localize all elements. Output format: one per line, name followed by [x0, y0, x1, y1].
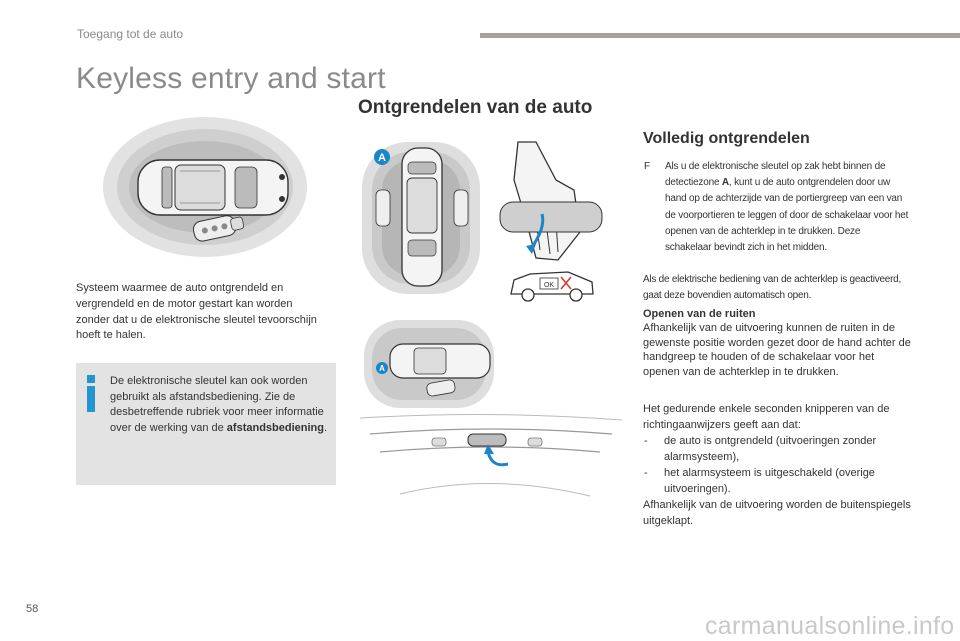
car-top-icon — [138, 160, 288, 215]
mirrors-text: Afhankelijk van de uitvoering worden de buitenspiegels uitgeklapt. — [643, 499, 911, 527]
watermark: carmanualsonline.info — [705, 612, 955, 640]
keyless-zone-illustration — [100, 115, 310, 270]
list-dash: - — [644, 435, 648, 447]
zone-label-a-lower: A — [379, 364, 385, 373]
windows-heading: Openen van de ruiten — [643, 308, 756, 320]
list-item-text: het alarmsysteem is uitgeschakeld (overige uitvoeringen). — [664, 467, 875, 495]
windows-paragraph: Afhankelijk van de uitvoering kunnen de ruiten in de gewenste positie worden gezet door de hand achter de handgreep te houden of de schakelaar voor het openen van de achterklep in te drukken. — [643, 322, 911, 378]
heading-full-unlock: Volledig ontgrendelen — [643, 130, 810, 147]
info-text-end: . — [323, 421, 328, 434]
hand-on-handle-illustration — [496, 140, 606, 265]
lower-zone-illustration — [362, 318, 497, 413]
bullet-symbol: F — [644, 161, 650, 172]
list-item — [643, 433, 918, 465]
car-side-illustration — [508, 268, 596, 304]
tailgate-switch-illustration — [360, 412, 622, 500]
list-dash: - — [644, 467, 648, 479]
tailgate-paragraph: Als de elektrische bediening van de achterklep is geactiveerd, gaat deze bovendien automatisch open. — [643, 274, 901, 301]
info-text-body: De elektronische sleutel kan ook worden gebruikt als afstandsbediening. Zie de desbetreffende rubriek voor meer informatie over de werking van de — [110, 375, 324, 434]
list-item-text: de auto is ontgrendeld (uitvoeringen zonder alarmsysteem), — [664, 435, 877, 463]
info-text — [110, 374, 332, 436]
heading-unlocking: Ontgrendelen van de auto — [358, 97, 593, 118]
intro-paragraph: Systeem waarmee de auto ontgrendeld en vergrendeld en de motor gestart kan worden zonder dat u de elektronische sleutel tevoorschijn hoeft te halen. — [76, 282, 317, 342]
ok-label: OK — [543, 282, 555, 289]
indicator-intro: Het gedurende enkele seconden knipperen van de richtingaanwijzers geeft aan dat: — [643, 403, 890, 431]
car-top-icon — [390, 344, 490, 378]
list-item — [643, 465, 918, 497]
indicator-section — [643, 401, 918, 529]
detection-zone-illustration — [362, 140, 482, 300]
header-bar — [480, 33, 960, 38]
section-title: Toegang tot de auto — [77, 27, 184, 41]
bullet-text: Als u de elektronische sleutel op zak hebt binnen de detectiezone — [665, 161, 886, 189]
bullet-zone-ref: A — [721, 177, 729, 189]
info-link-remote: afstandsbediening — [226, 421, 324, 434]
bullet-text-cont: , kunt u de auto ontgrendelen door uw hand op de achterzijde van de portiergreep van een van de voorportieren te leggen of door de schakelaar voor het openen van de achterklep in te drukken. Deze schakelaar bevindt zich in het midden. — [665, 177, 909, 254]
hand-icon — [514, 142, 580, 260]
zone-label-a: A — [378, 152, 386, 164]
bullet-full-unlock — [644, 159, 909, 256]
page-number: 58 — [26, 603, 39, 615]
info-icon — [84, 375, 98, 415]
car-top-icon — [402, 148, 442, 286]
page-title: Keyless entry and start — [76, 62, 386, 95]
